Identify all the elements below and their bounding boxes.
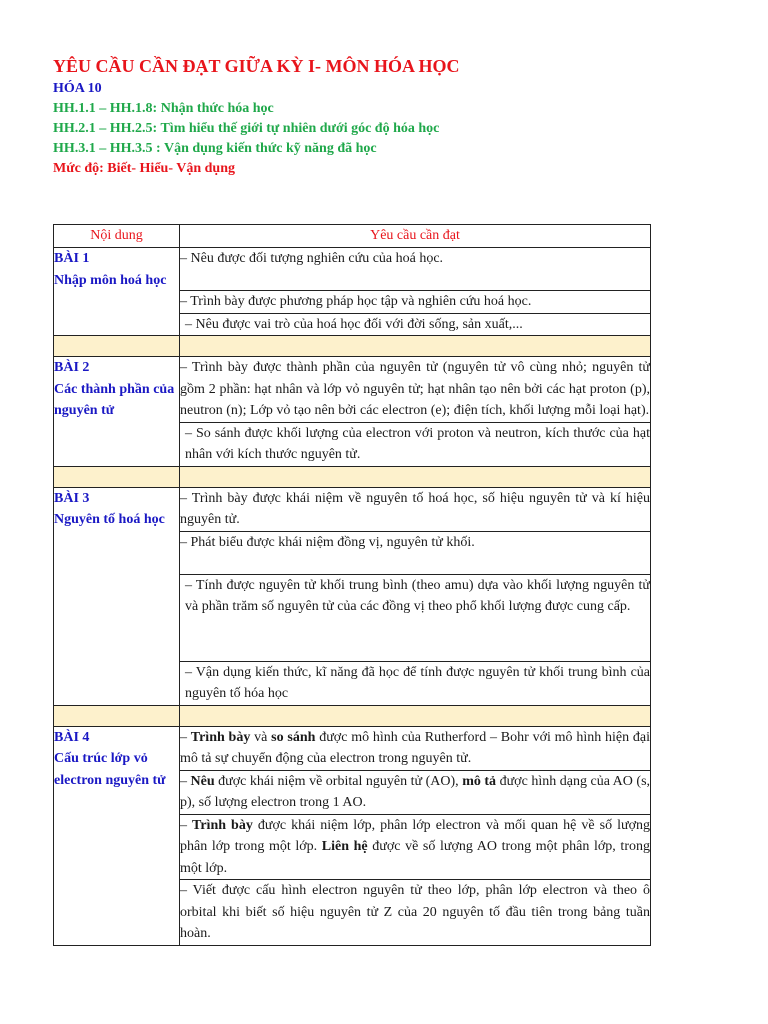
requirement-cell: – Trình bày được phương pháp học tập và nghiên cứu hoá học. — [180, 291, 651, 314]
requirements-table — [53, 224, 651, 946]
requirement-keyword: Nêu — [190, 773, 215, 789]
lesson-name: Các thành phần của nguyên tử — [54, 381, 175, 418]
competency-line-3: HH.3.1 – HH.3.5 : Vận dụng kiến thức kỹ năng đã học — [53, 141, 377, 156]
requirement-keyword: Liên hệ — [321, 839, 368, 854]
grade-label: HÓA 10 — [53, 81, 102, 96]
requirement-text: được hình dạng của AO (s, p), số lượng electron trong 1 AO. — [180, 773, 651, 810]
table-header-row — [54, 225, 651, 248]
lesson-cell — [54, 248, 180, 336]
requirement-text: được khái niệm lớp, phân lớp electron và mối quan hệ về số lượng phân lớp trong một lớp. — [180, 817, 650, 854]
requirement-dash: – — [180, 773, 191, 789]
requirement-cell: – Trình bày được thành phần của nguyên tử (nguyên tử vô cùng nhỏ; nguyên tử gồm 2 phần: hạt nhân và lớp vỏ nguyên tử; hạt nhân tạo nên bởi các hạt proton (p), neutron (n); Lớp vỏ tạo nên bởi các electron (e); điện tích, khối lượng mỗi loại hạt). — [180, 357, 651, 423]
requirement-cell: – Nêu được đối tượng nghiên cứu của hoá học. — [180, 248, 651, 291]
lesson-label: BÀI 3 — [54, 490, 90, 506]
requirement-cell: – So sánh được khối lượng của electron với proton và neutron, kích thước của hạt nhân với kích thước nguyên tử. — [180, 422, 651, 466]
lesson-label: BÀI 4 — [54, 729, 90, 745]
requirement-cell — [180, 726, 651, 770]
requirement-cell: – Nêu được vai trò của hoá học đối với đời sống, sản xuất,... — [180, 313, 651, 336]
requirement-cell: – Viết được cấu hình electron nguyên tử theo lớp, phân lớp electron và theo ô orbital khi biết số hiệu nguyên tử Z của 20 nguyên tố đầu tiên trong bảng tuần hoàn. — [180, 880, 651, 946]
requirement-cell: – Phát biểu được khái niệm đồng vị, nguyên tử khối. — [180, 531, 651, 574]
requirement-keyword: Trình bày — [192, 817, 253, 833]
document-header — [53, 55, 460, 179]
requirement-cell: – Vận dụng kiến thức, kĩ năng đã học để tính được nguyên tử khối trung bình của nguyên tố hóa học — [180, 661, 651, 705]
separator-row — [54, 705, 651, 726]
requirement-keyword: mô tả — [462, 773, 497, 789]
requirement-dash: – — [180, 729, 191, 745]
requirement-keyword: Trình bày — [190, 729, 251, 745]
lesson-name: Cấu trúc lớp vỏ electron nguyên tử — [54, 751, 166, 788]
requirement-keyword: so sánh — [271, 729, 316, 745]
column-header-content: Nội dung — [54, 225, 180, 248]
requirement-cell — [180, 814, 651, 880]
requirement-cell — [180, 770, 651, 814]
requirement-text: và — [250, 729, 272, 745]
competency-line-2: HH.2.1 – HH.2.5: Tìm hiểu thế giới tự nhiên dưới góc độ hóa học — [53, 121, 440, 136]
lesson-label: BÀI 2 — [54, 360, 90, 375]
requirement-dash: – — [180, 817, 193, 833]
column-header-requirements: Yêu cầu cần đạt — [180, 225, 651, 248]
lesson-label: BÀI 1 — [54, 251, 90, 266]
table-row — [54, 248, 651, 291]
lesson-cell — [54, 726, 180, 945]
table-row — [54, 726, 651, 770]
requirement-cell: – Tính được nguyên tử khối trung bình (theo amu) dựa vào khối lượng nguyên tử và phần trăm số nguyên tử của các đồng vị theo phổ khối lượng được cung cấp. — [180, 574, 651, 661]
table-row — [54, 357, 651, 423]
lesson-name: Nguyên tố hoá học — [54, 512, 165, 527]
lesson-cell — [54, 487, 180, 705]
competency-line-1: HH.1.1 – HH.1.8: Nhận thức hóa học — [53, 101, 274, 116]
requirement-cell: – Trình bày được khái niệm về nguyên tố hoá học, số hiệu nguyên tử và kí hiệu nguyên tử. — [180, 487, 651, 531]
lesson-cell — [54, 357, 180, 467]
separator-row — [54, 466, 651, 487]
requirement-text: được mô hình của Rutherford – Bohr với mô hình hiện đại mô tả sự chuyển động của electron trong nguyên tử. — [180, 729, 651, 766]
level-line: Mức độ: Biết- Hiểu- Vận dụng — [53, 161, 235, 176]
requirement-text: được khái niệm về orbital nguyên tử (AO), — [214, 773, 463, 789]
page-title: YÊU CẦU CẦN ĐẠT GIỮA KỲ I- MÔN HÓA HỌC — [53, 56, 460, 76]
separator-row — [54, 336, 651, 357]
requirement-text: được về số lượng AO trong một phân lớp, trong một lớp. — [180, 839, 650, 876]
table-row — [54, 487, 651, 531]
lesson-name: Nhập môn hoá học — [54, 272, 167, 288]
